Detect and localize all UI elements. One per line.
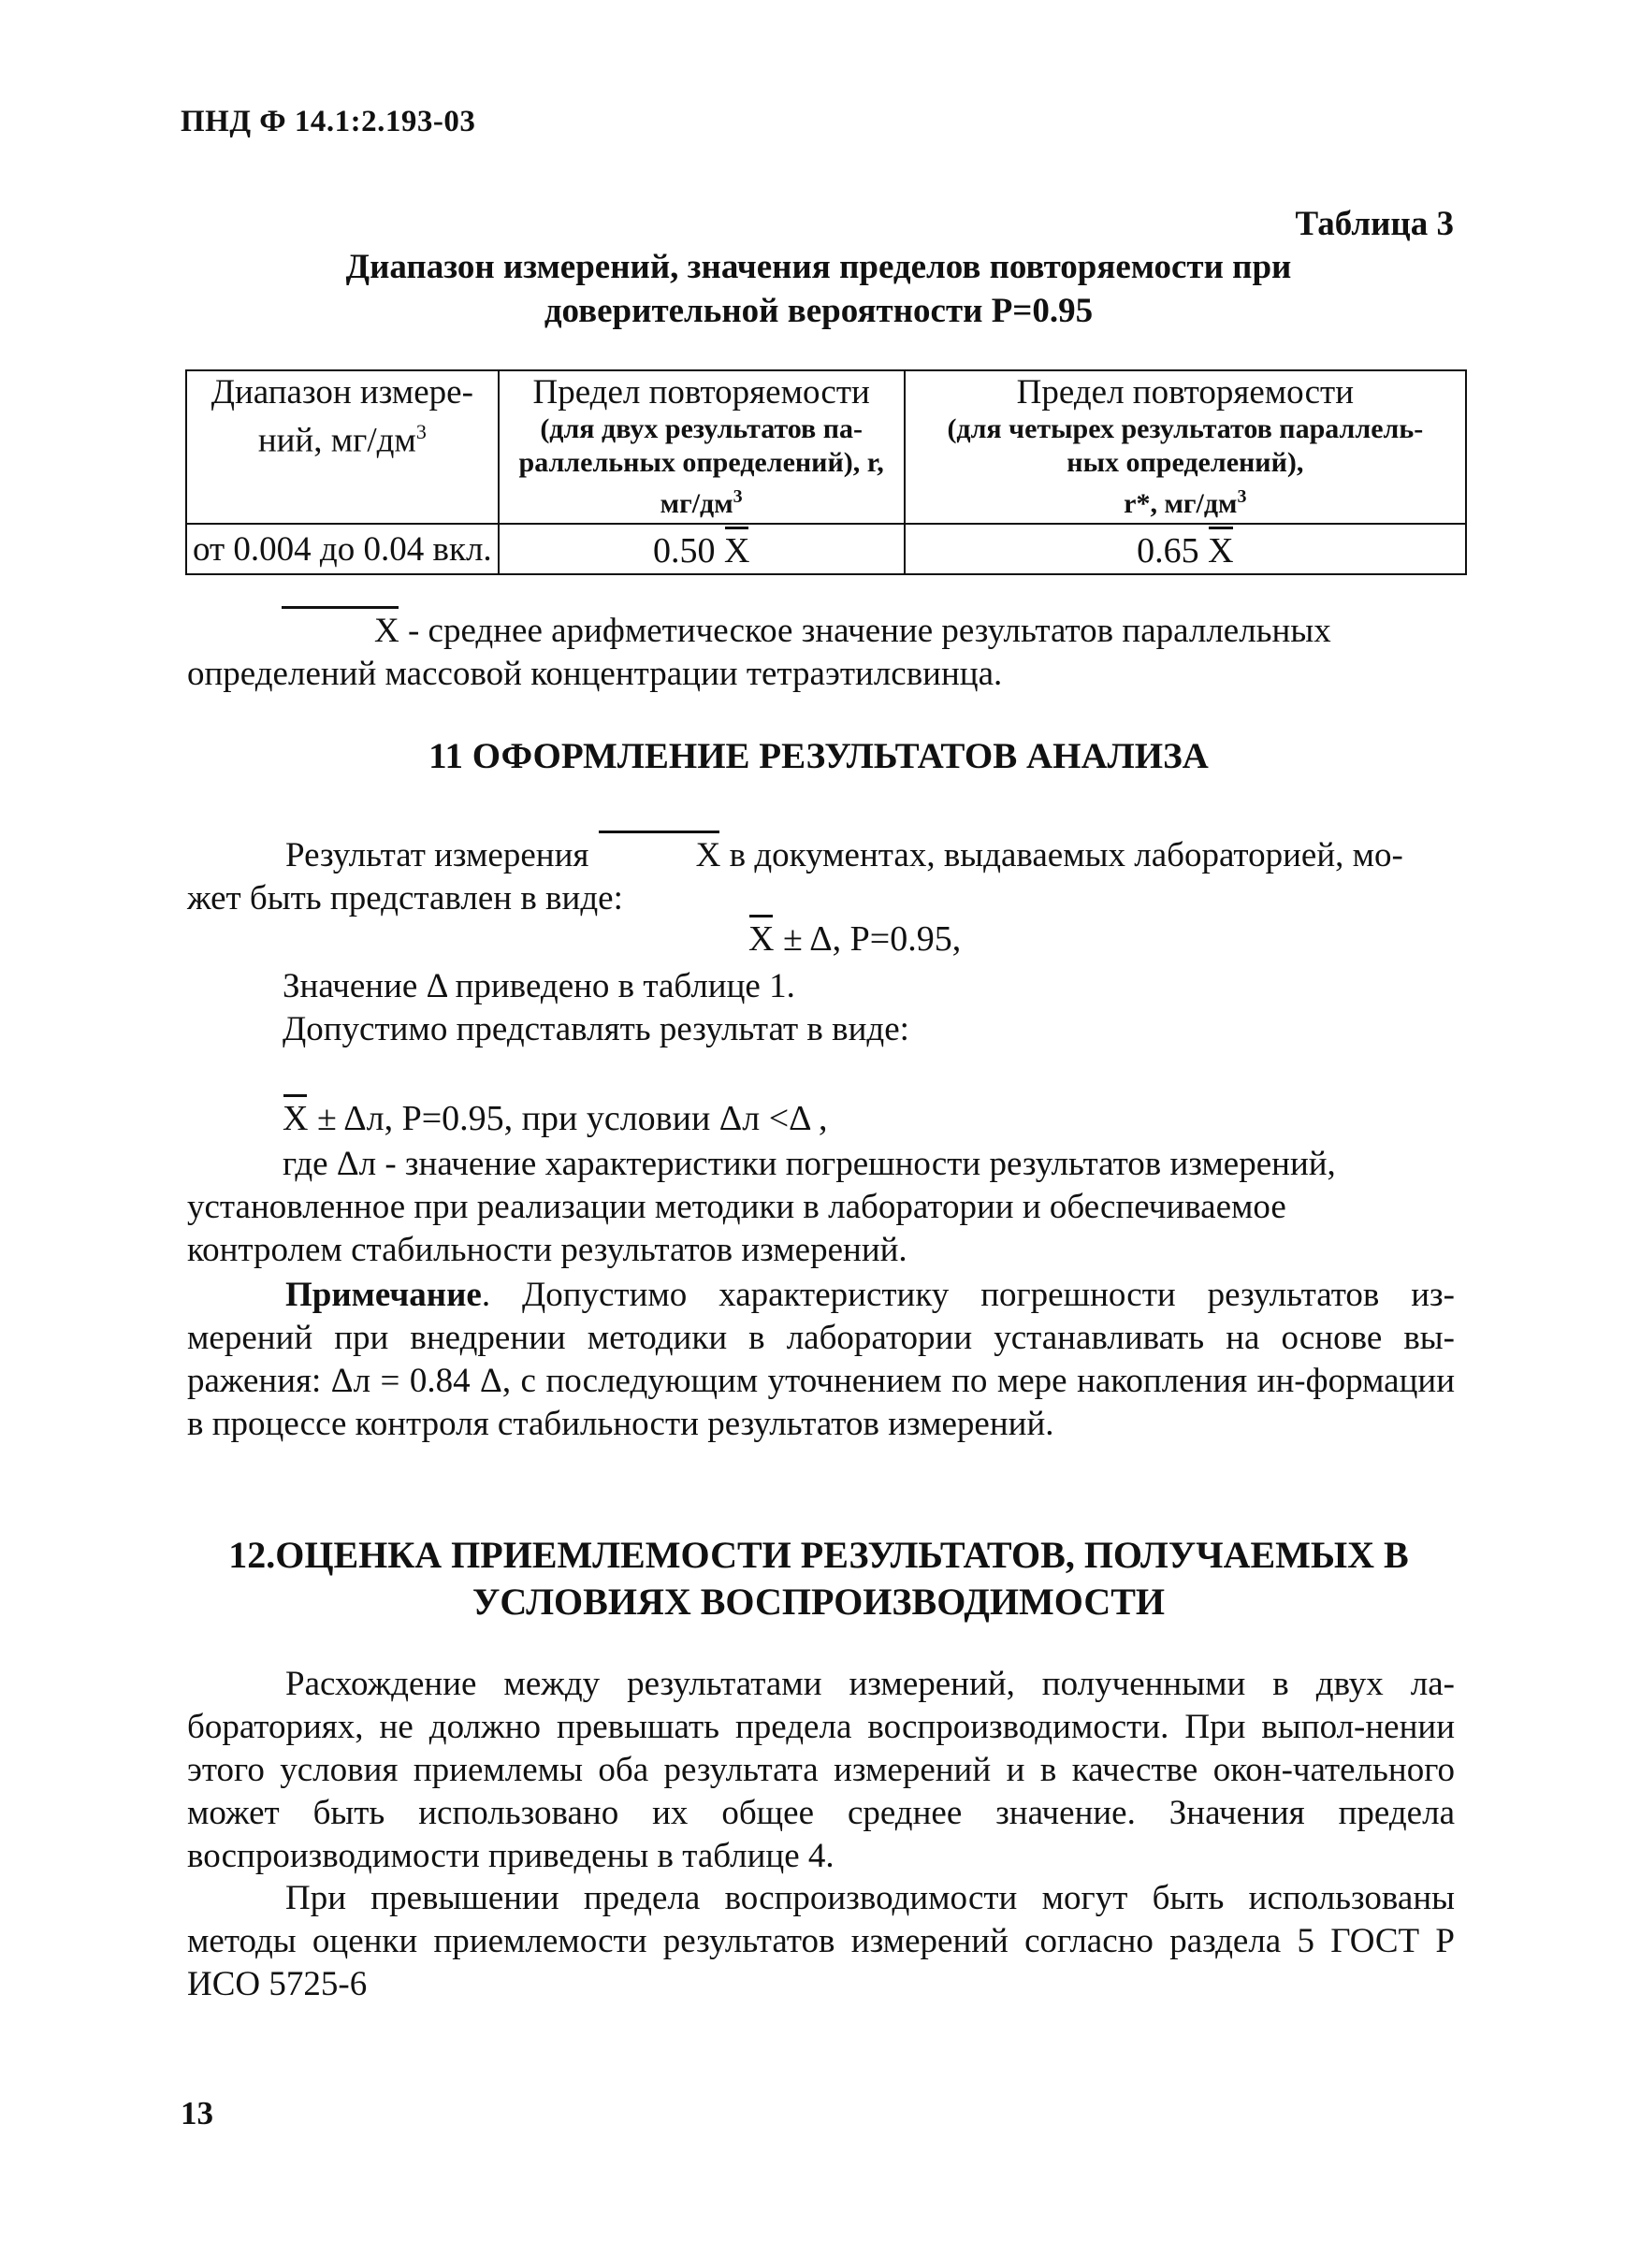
- section-11-paragraph-3: Допустимо представлять результат в виде:: [283, 1010, 909, 1048]
- section-12-heading: [178, 1532, 1459, 1625]
- section-12-heading-line2: УСЛОВИЯХ ВОСПРОИЗВОДИМОСТИ: [472, 1581, 1166, 1623]
- col-r-star-sup: 3: [1237, 486, 1247, 507]
- section-11-paragraph-1: [187, 831, 1455, 920]
- cell-r-star-value: 0.65: [1137, 531, 1199, 571]
- table-3: [185, 369, 1467, 575]
- col-range-unit: ний, мг/дм: [257, 421, 416, 460]
- x-bar-symbol: X: [748, 915, 774, 960]
- col-r-star-header-sub2: ных определений),: [1067, 447, 1304, 478]
- s11-p1-before: Результат измерения: [285, 836, 598, 874]
- x-bar-symbol: X: [283, 1094, 308, 1139]
- col-range-header-line2: [193, 412, 492, 460]
- section-11-note: [187, 1274, 1455, 1446]
- cell-range: от 0.004 до 0.04 вкл.: [186, 524, 499, 574]
- col-r-star-header-main: Предел повторяемости: [1016, 373, 1354, 412]
- section-12-heading-line1: 12.ОЦЕНКА ПРИЕМЛЕМОСТИ РЕЗУЛЬТАТОВ, ПОЛУЧАЕМЫХ В: [228, 1534, 1409, 1576]
- page-number: 13: [181, 2095, 213, 2131]
- col-r-header: [499, 370, 905, 524]
- s11-p4-line2: установленное при реализации методики в лаборатории и обеспечиваемое: [187, 1188, 1286, 1226]
- cell-r-value: 0.50: [652, 531, 716, 571]
- x-bar-symbol: X: [1208, 527, 1233, 571]
- section-12-paragraph-2: При превышении предела воспроизводимости могут быть использованы методы оценки приемлемости результатов измерений согласно раздела 5 ГОСТ Р ИСО 5725-6: [187, 1879, 1455, 2003]
- table-title-line2: доверительной вероятности P=0.95: [544, 292, 1094, 330]
- col-range-header: [186, 370, 499, 524]
- col-r-star-header-unit-line: [911, 480, 1459, 521]
- col-range-sup: 3: [415, 420, 427, 443]
- col-range-header-line1: Диапазон измере-: [210, 373, 473, 412]
- formula-1-rest: ± Δ, P=0.95,: [774, 919, 962, 959]
- col-r-star-header: [905, 370, 1466, 524]
- note-x-text1: - среднее арифметическое значение результатов параллельных: [399, 612, 1331, 650]
- document-code: ПНД Ф 14.1:2.193-03: [181, 105, 476, 138]
- table-header-row: [186, 370, 1466, 524]
- x-definition-note: [187, 606, 1455, 696]
- col-r-unit: мг/дм: [660, 488, 733, 519]
- note-label: Примечание: [285, 1276, 482, 1314]
- formula-2-rest: ± Δл, P=0.95, при условии Δл <Δ ,: [308, 1099, 828, 1138]
- table-title-line1: Диапазон измерений, значения пределов повторяемости при: [345, 248, 1292, 286]
- s11-p1-after: в документах, выдаваемых лабораторией, мо-: [720, 836, 1403, 874]
- table-label: Таблица 3: [1295, 205, 1454, 243]
- cell-r: [499, 524, 905, 574]
- table-row: [186, 524, 1466, 574]
- section-12-paragraph-1: Расхождение между результатами измерений, полученными в двух ла-бораториях, не должно превышать предела воспроизводимости. При выпол-нении этого условия приемлемы оба результата измерений и в качестве окон-чательного может быть использовано их общее среднее значение. Значения предела воспроизводимости приведены в таблице 4.: [187, 1665, 1455, 1875]
- section-11-heading: 11 ОФОРМЛЕНИЕ РЕЗУЛЬТАТОВ АНАЛИЗА: [428, 736, 1209, 776]
- col-r-star-header-sub1: (для четырех результатов параллель-: [947, 413, 1424, 444]
- s11-p4-line3: контролем стабильности результатов измерений.: [187, 1231, 907, 1269]
- col-r-header-sub2: раллельных определений), r,: [518, 447, 884, 478]
- section-11-paragraph-4: [187, 1143, 1455, 1272]
- formula-2: [283, 1094, 827, 1139]
- col-r-header-unit-line: [505, 480, 898, 521]
- cell-r-star: [905, 524, 1466, 574]
- s11-p1-line2: жет быть представлен в виде:: [187, 879, 623, 917]
- section-11-paragraph-2: Значение Δ приведено в таблице 1.: [283, 967, 795, 1005]
- col-r-sup: 3: [733, 486, 743, 507]
- note-x-text2: определений массовой концентрации тетраэтилсвинца.: [187, 655, 1003, 693]
- table-title: [178, 245, 1459, 333]
- formula-1: [748, 915, 961, 960]
- col-r-header-main: Предел повторяемости: [532, 373, 870, 412]
- note-text: . Допустимо характеристику погрешности результатов из-мерений при внедрении методики в лаборатории устанавливать на основе вы-ражения: Δл = 0.84 Δ, с последующим уточнением по мере накопления ин-формации в процессе контроля стабильности результатов измерений.: [187, 1276, 1455, 1443]
- x-bar-symbol: X: [598, 831, 721, 877]
- col-r-star-unit: r*, мг/дм: [1124, 488, 1238, 519]
- x-bar-symbol: X: [724, 527, 749, 571]
- col-r-header-sub1: (для двух результатов па-: [540, 413, 864, 444]
- x-bar-symbol: X: [281, 606, 399, 653]
- s11-p4-line1: где Δл - значение характеристики погрешности результатов измерений,: [283, 1145, 1336, 1183]
